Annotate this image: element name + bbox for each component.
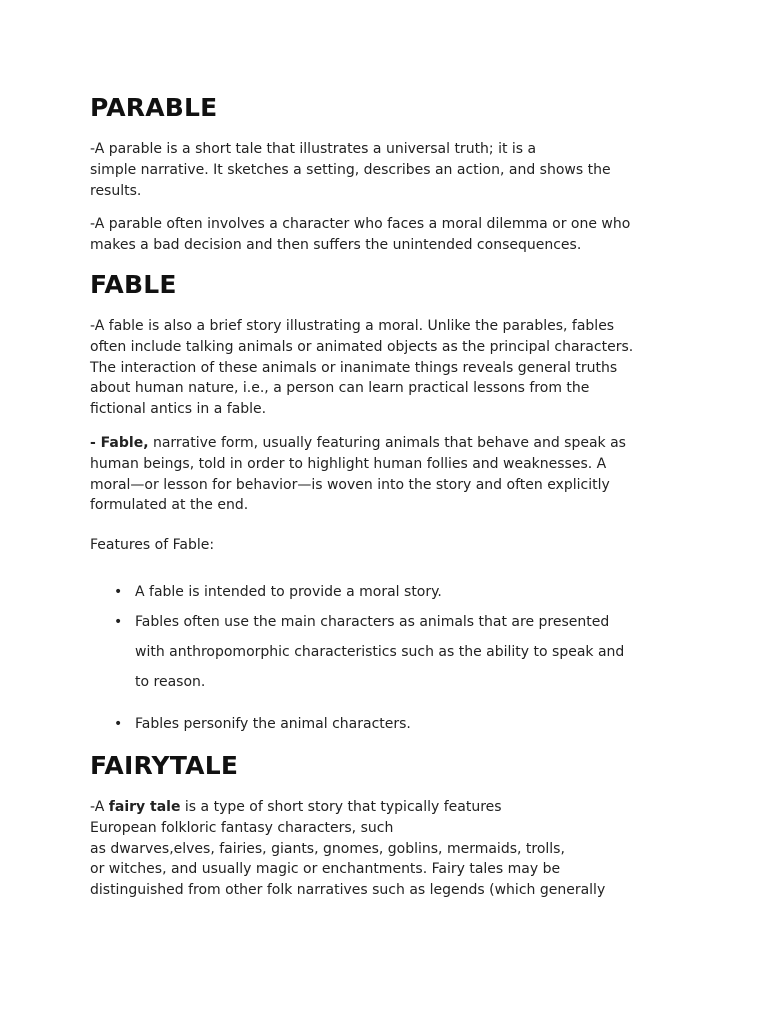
text-line: European folkloric fantasy characters, such [90,819,394,836]
fairytale-heading: FAIRYTALE [90,751,239,780]
text-line: -A parable is a short tale that illustrates a universal truth; it is a [90,141,537,157]
text-fragment: -A [90,799,109,815]
parable-paragraph-1 [90,139,611,201]
fable-paragraph-1 [90,316,633,420]
text-line [90,433,626,454]
text-line: to reason. [135,674,206,690]
fairy-tale-bold-term: fairy tale [108,799,181,815]
text-line: distinguished from other folk narratives such as legends (which generally [90,882,606,899]
text-line: The interaction of these animals or inanimate things reveals general truths [90,359,618,376]
fable-heading: FABLE [90,270,177,299]
features-label: Features of Fable: [90,537,215,553]
list-item [114,577,674,607]
fable-paragraph-2 [90,433,626,516]
text-line: moral—or lesson for behavior—is woven into the story and often explicitly [90,476,610,493]
text-line: human beings, told in order to highlight human follies and weaknesses. A [90,455,607,472]
parable-heading: PARABLE [90,93,218,122]
text-line [90,797,605,818]
text-line: -A parable often involves a character who faces a moral dilemma or one who [90,216,631,232]
text-line: • Fables personify the animal characters. [135,716,411,732]
fable-bold-term: - Fable, [90,435,149,451]
text-line: about human nature, i.e., a person can learn practical lessons from the [90,380,590,397]
text-fragment: narrative form, usually featuring animals that behave and speak as [148,435,626,451]
text-line: formulated at the end. [90,497,249,514]
list-item [114,607,674,697]
list-item [114,709,674,739]
parable-paragraph-2 [90,214,630,256]
text-fragment: is a type of short story that typically features [180,799,502,815]
text-line: • Fables often use the main characters as animals that are presented [135,614,610,630]
text-line: as dwarves,elves, fairies, giants, gnomes, goblins, mermaids, trolls, [90,840,565,857]
text-line: or witches, and usually magic or enchantments. Fairy tales may be [90,861,561,878]
text-line: simple narrative. It sketches a setting, describes an action, and shows the [90,161,611,178]
text-line: -A fable is also a brief story illustrating a moral. Unlike the parables, fables [90,318,615,334]
text-line: fictional antics in a fable. [90,401,267,418]
text-line: makes a bad decision and then suffers the unintended consequences. [90,236,582,253]
text-line: • A fable is intended to provide a moral story. [135,584,442,600]
fairytale-paragraph-1 [90,797,605,901]
text-line: often include talking animals or animated objects as the principal characters. [90,338,634,355]
text-line: results. [90,182,142,199]
features-list [114,577,674,739]
text-line: with anthropomorphic characteristics such as the ability to speak and [135,644,625,660]
